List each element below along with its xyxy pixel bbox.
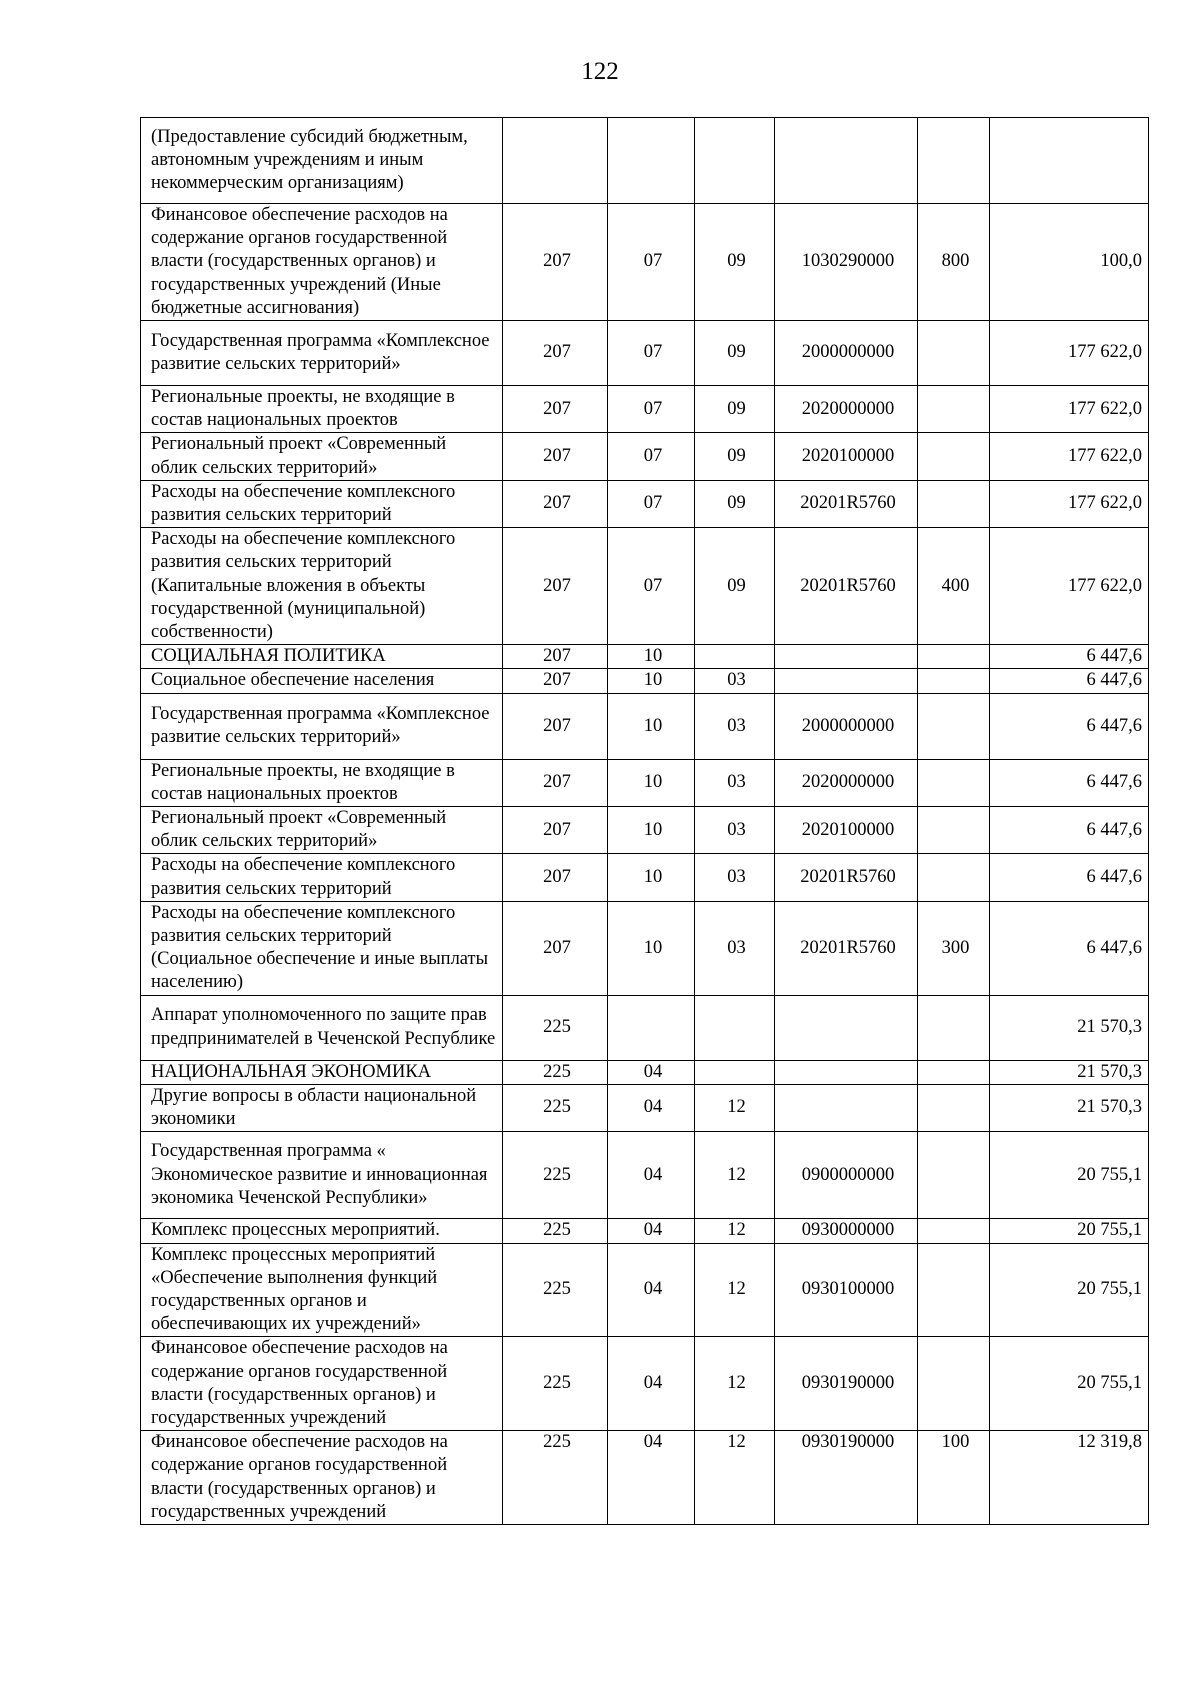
vr-cell bbox=[918, 1132, 990, 1219]
vr-cell bbox=[918, 693, 990, 759]
name-cell: Аппарат уполномоченного по защите прав предпринимателей в Чеченской Республике bbox=[141, 995, 503, 1060]
sum-cell: 100,0 bbox=[990, 204, 1149, 321]
ved-cell bbox=[503, 118, 608, 204]
table-row bbox=[141, 807, 1149, 854]
csr-cell: 2000000000 bbox=[775, 321, 918, 386]
csr-cell: 20201R5760 bbox=[775, 854, 918, 901]
pr-cell: 09 bbox=[695, 433, 775, 480]
vr-cell bbox=[918, 1219, 990, 1243]
vr-cell: 300 bbox=[918, 901, 990, 995]
table-row bbox=[141, 1219, 1149, 1243]
rz-cell: 07 bbox=[608, 433, 695, 480]
ved-cell: 225 bbox=[503, 1337, 608, 1431]
name-cell: Расходы на обеспечение комплексного развития сельских территорий bbox=[141, 854, 503, 901]
ved-cell: 225 bbox=[503, 1431, 608, 1525]
ved-cell: 207 bbox=[503, 854, 608, 901]
name-cell: НАЦИОНАЛЬНАЯ ЭКОНОМИКА bbox=[141, 1060, 503, 1084]
csr-cell: 2020000000 bbox=[775, 759, 918, 806]
rz-cell: 04 bbox=[608, 1060, 695, 1084]
table-row bbox=[141, 433, 1149, 480]
sum-cell: 21 570,3 bbox=[990, 1060, 1149, 1084]
name-cell: (Предоставление субсидий бюджетным, автономным учреждениям и иным некоммерческим организациям) bbox=[141, 118, 503, 204]
pr-cell: 03 bbox=[695, 807, 775, 854]
ved-cell: 207 bbox=[503, 386, 608, 433]
rz-cell: 10 bbox=[608, 807, 695, 854]
pr-cell: 09 bbox=[695, 480, 775, 527]
sum-cell: 20 755,1 bbox=[990, 1132, 1149, 1219]
vr-cell bbox=[918, 118, 990, 204]
vr-cell bbox=[918, 645, 990, 669]
table-row bbox=[141, 901, 1149, 995]
name-cell: Финансовое обеспечение расходов на содержание органов государственной власти (государственных органов) и государственных учреждений bbox=[141, 1431, 503, 1525]
pr-cell: 03 bbox=[695, 901, 775, 995]
ved-cell: 225 bbox=[503, 995, 608, 1060]
ved-cell: 207 bbox=[503, 759, 608, 806]
ved-cell: 225 bbox=[503, 1084, 608, 1131]
table-row bbox=[141, 1243, 1149, 1337]
sum-cell: 177 622,0 bbox=[990, 433, 1149, 480]
csr-cell: 2020000000 bbox=[775, 386, 918, 433]
rz-cell: 10 bbox=[608, 645, 695, 669]
name-cell: Региональные проекты, не входящие в состав национальных проектов bbox=[141, 759, 503, 806]
sum-cell: 21 570,3 bbox=[990, 1084, 1149, 1131]
page-number: 122 bbox=[581, 58, 619, 85]
table-body bbox=[141, 118, 1149, 1525]
csr-cell: 0930000000 bbox=[775, 1219, 918, 1243]
rz-cell: 04 bbox=[608, 1337, 695, 1431]
pr-cell: 12 bbox=[695, 1431, 775, 1525]
ved-cell: 207 bbox=[503, 901, 608, 995]
sum-cell: 12 319,8 bbox=[990, 1431, 1149, 1525]
name-cell: Финансовое обеспечение расходов на содержание органов государственной власти (государственных органов) и государственных учреждений (Иные бюджетные ассигнования) bbox=[141, 204, 503, 321]
rz-cell: 07 bbox=[608, 321, 695, 386]
sum-cell: 6 447,6 bbox=[990, 669, 1149, 693]
pr-cell: 09 bbox=[695, 204, 775, 321]
sum-cell: 177 622,0 bbox=[990, 528, 1149, 645]
vr-cell: 400 bbox=[918, 528, 990, 645]
table-row bbox=[141, 1132, 1149, 1219]
rz-cell: 07 bbox=[608, 528, 695, 645]
ved-cell: 225 bbox=[503, 1132, 608, 1219]
name-cell: Государственная программа «Комплексное развитие сельских территорий» bbox=[141, 321, 503, 386]
table-row bbox=[141, 321, 1149, 386]
table-row bbox=[141, 854, 1149, 901]
pr-cell: 09 bbox=[695, 528, 775, 645]
ved-cell: 207 bbox=[503, 433, 608, 480]
sum-cell bbox=[990, 118, 1149, 204]
ved-cell: 207 bbox=[503, 321, 608, 386]
vr-cell bbox=[918, 386, 990, 433]
rz-cell bbox=[608, 995, 695, 1060]
vr-cell bbox=[918, 669, 990, 693]
rz-cell: 10 bbox=[608, 693, 695, 759]
vr-cell: 800 bbox=[918, 204, 990, 321]
pr-cell bbox=[695, 995, 775, 1060]
table-row bbox=[141, 759, 1149, 806]
rz-cell: 07 bbox=[608, 480, 695, 527]
name-cell: Государственная программа «Комплексное развитие сельских территорий» bbox=[141, 693, 503, 759]
vr-cell bbox=[918, 1084, 990, 1131]
sum-cell: 177 622,0 bbox=[990, 386, 1149, 433]
csr-cell: 20201R5760 bbox=[775, 528, 918, 645]
sum-cell: 177 622,0 bbox=[990, 321, 1149, 386]
vr-cell bbox=[918, 433, 990, 480]
pr-cell: 03 bbox=[695, 759, 775, 806]
name-cell: Комплекс процессных мероприятий «Обеспечение выполнения функций государственных органов и обеспечивающих их учреждений» bbox=[141, 1243, 503, 1337]
name-cell: Региональный проект «Современный облик сельских территорий» bbox=[141, 433, 503, 480]
name-cell: Расходы на обеспечение комплексного развития сельских территорий bbox=[141, 480, 503, 527]
csr-cell: 0930100000 bbox=[775, 1243, 918, 1337]
sum-cell: 6 447,6 bbox=[990, 901, 1149, 995]
csr-cell: 20201R5760 bbox=[775, 480, 918, 527]
table-row bbox=[141, 1431, 1149, 1525]
table-row bbox=[141, 204, 1149, 321]
pr-cell bbox=[695, 118, 775, 204]
ved-cell: 207 bbox=[503, 528, 608, 645]
sum-cell: 20 755,1 bbox=[990, 1219, 1149, 1243]
pr-cell: 12 bbox=[695, 1337, 775, 1431]
csr-cell: 2020100000 bbox=[775, 433, 918, 480]
sum-cell: 177 622,0 bbox=[990, 480, 1149, 527]
ved-cell: 207 bbox=[503, 693, 608, 759]
pr-cell: 03 bbox=[695, 693, 775, 759]
rz-cell bbox=[608, 118, 695, 204]
pr-cell: 12 bbox=[695, 1132, 775, 1219]
ved-cell: 225 bbox=[503, 1060, 608, 1084]
csr-cell: 20201R5760 bbox=[775, 901, 918, 995]
rz-cell: 07 bbox=[608, 204, 695, 321]
budget-table bbox=[140, 117, 1149, 1525]
ved-cell: 207 bbox=[503, 669, 608, 693]
table-row bbox=[141, 669, 1149, 693]
ved-cell: 207 bbox=[503, 480, 608, 527]
rz-cell: 04 bbox=[608, 1219, 695, 1243]
csr-cell bbox=[775, 118, 918, 204]
csr-cell: 2020100000 bbox=[775, 807, 918, 854]
name-cell: Расходы на обеспечение комплексного развития сельских территорий (Социальное обеспечение и иные выплаты населению) bbox=[141, 901, 503, 995]
pr-cell bbox=[695, 1060, 775, 1084]
rz-cell: 04 bbox=[608, 1132, 695, 1219]
vr-cell bbox=[918, 480, 990, 527]
csr-cell bbox=[775, 1060, 918, 1084]
table-row bbox=[141, 480, 1149, 527]
ved-cell: 207 bbox=[503, 645, 608, 669]
sum-cell: 20 755,1 bbox=[990, 1243, 1149, 1337]
name-cell: Комплекс процессных мероприятий. bbox=[141, 1219, 503, 1243]
ved-cell: 225 bbox=[503, 1243, 608, 1337]
vr-cell bbox=[918, 1060, 990, 1084]
csr-cell: 0930190000 bbox=[775, 1431, 918, 1525]
sum-cell: 6 447,6 bbox=[990, 759, 1149, 806]
csr-cell bbox=[775, 645, 918, 669]
pr-cell: 09 bbox=[695, 386, 775, 433]
vr-cell bbox=[918, 321, 990, 386]
pr-cell: 03 bbox=[695, 669, 775, 693]
name-cell: Финансовое обеспечение расходов на содержание органов государственной власти (государственных органов) и государственных учреждений bbox=[141, 1337, 503, 1431]
table-row bbox=[141, 528, 1149, 645]
table-row bbox=[141, 1060, 1149, 1084]
name-cell: Расходы на обеспечение комплексного развития сельских территорий (Капитальные вложения в объекты государственной (муниципальной) собственности) bbox=[141, 528, 503, 645]
csr-cell bbox=[775, 995, 918, 1060]
csr-cell bbox=[775, 1084, 918, 1131]
rz-cell: 04 bbox=[608, 1243, 695, 1337]
vr-cell bbox=[918, 854, 990, 901]
name-cell: СОЦИАЛЬНАЯ ПОЛИТИКА bbox=[141, 645, 503, 669]
name-cell: Государственная программа « Экономическое развитие и инновационная экономика Чеченской Республики» bbox=[141, 1132, 503, 1219]
table-row bbox=[141, 693, 1149, 759]
pr-cell bbox=[695, 645, 775, 669]
sum-cell: 21 570,3 bbox=[990, 995, 1149, 1060]
ved-cell: 225 bbox=[503, 1219, 608, 1243]
vr-cell: 100 bbox=[918, 1431, 990, 1525]
sum-cell: 6 447,6 bbox=[990, 645, 1149, 669]
rz-cell: 10 bbox=[608, 669, 695, 693]
rz-cell: 04 bbox=[608, 1084, 695, 1131]
sum-cell: 6 447,6 bbox=[990, 693, 1149, 759]
rz-cell: 07 bbox=[608, 386, 695, 433]
name-cell: Региональные проекты, не входящие в состав национальных проектов bbox=[141, 386, 503, 433]
rz-cell: 10 bbox=[608, 759, 695, 806]
table-row bbox=[141, 118, 1149, 204]
pr-cell: 12 bbox=[695, 1243, 775, 1337]
table-row bbox=[141, 645, 1149, 669]
table-row bbox=[141, 1084, 1149, 1131]
csr-cell: 0900000000 bbox=[775, 1132, 918, 1219]
ved-cell: 207 bbox=[503, 204, 608, 321]
ved-cell: 207 bbox=[503, 807, 608, 854]
csr-cell: 2000000000 bbox=[775, 693, 918, 759]
rz-cell: 10 bbox=[608, 901, 695, 995]
pr-cell: 12 bbox=[695, 1219, 775, 1243]
csr-cell: 1030290000 bbox=[775, 204, 918, 321]
vr-cell bbox=[918, 1243, 990, 1337]
table-row bbox=[141, 386, 1149, 433]
vr-cell bbox=[918, 759, 990, 806]
sum-cell: 20 755,1 bbox=[990, 1337, 1149, 1431]
csr-cell: 0930190000 bbox=[775, 1337, 918, 1431]
rz-cell: 04 bbox=[608, 1431, 695, 1525]
sum-cell: 6 447,6 bbox=[990, 854, 1149, 901]
rz-cell: 10 bbox=[608, 854, 695, 901]
vr-cell bbox=[918, 995, 990, 1060]
name-cell: Другие вопросы в области национальной экономики bbox=[141, 1084, 503, 1131]
csr-cell bbox=[775, 669, 918, 693]
table-row bbox=[141, 1337, 1149, 1431]
name-cell: Социальное обеспечение населения bbox=[141, 669, 503, 693]
pr-cell: 03 bbox=[695, 854, 775, 901]
vr-cell bbox=[918, 807, 990, 854]
table-row bbox=[141, 995, 1149, 1060]
pr-cell: 09 bbox=[695, 321, 775, 386]
vr-cell bbox=[918, 1337, 990, 1431]
sum-cell: 6 447,6 bbox=[990, 807, 1149, 854]
pr-cell: 12 bbox=[695, 1084, 775, 1131]
name-cell: Региональный проект «Современный облик сельских территорий» bbox=[141, 807, 503, 854]
